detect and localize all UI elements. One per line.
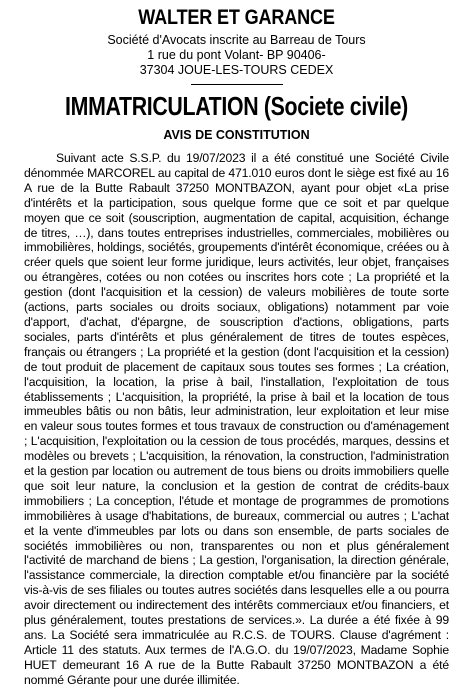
divider <box>191 84 283 85</box>
firm-address-block <box>24 33 449 78</box>
notice-body-text: Suivant acte S.S.P. du 19/07/2023 il a été constitué une Société Civile dénommée MARCOREL au capital de 471.010 euros dont le siège est fixé au 16 A rue de la Butte Rabault 37250 MONTBAZON, ayant pour objet «La prise d'intérêts et la participation, sous quelque forme que ce soit et par quelque moyen que ce soit (souscription, augmentation de capital, acquisition, échange de titres, …), dans toutes entreprises industrielles, commerciales, mobilières ou immobilières, holdings, sociétés, groupements d'intérêt économique, créées ou à créer quels que soient leur forme juridique, leurs activités, leur objet, françaises ou étrangères, cotées ou non cotées ou inscrites hors cote ; La propriété et la gestion (dont l'acquisition et la cession) de valeurs mobilières de toute sorte (actions, parts sociales ou droits sociaux, obligations) notamment par voie d'apport, d'achat, d'épargne, de souscription d'actions, obligations, parts sociales, parts d'intérêts et plus généralement de titres de toutes espèces, français ou étrangers ; La propriété et la gestion (dont l'acquisition et la cession) de tout produit de placement de capitaux sous toutes ses formes ; La création, l'acquisition, la location, la prise à bail, l'installation, l'exploitation de tous établissements ; L'acquisition, la propriété, la prise à bail et la location de tous immeubles bâtis ou non bâtis, leur administration, leur exploitation et leur mise en valeur sous toutes formes et tous travaux de construction ou d'aménagement ; L'acquisition, l'exploitation ou la cession de tous procédés, marques, dessins et modèles ou brevets ; L'acquisition, la rénovation, la construction, l'administration et la gestion par location ou autrement de tous biens ou droits immobiliers quelle que soit leur nature, la conclusion et la gestion de contrat de crédits-baux immobiliers ; La conception, l'étude et montage de programmes de promotions immobilières à usage d'habitations, de bureaux, commercial ou autres ; L'achat et la vente d'immeubles par lots ou dans son ensemble, de parts sociales de sociétés immobilières ou non, transparentes ou non et plus généralement l'activité de marchand de biens ; La gestion, l'organisation, la direction générale, l'assistance commerciale, la direction comptable et/ou financière par la société vis-à-vis de ses filiales ou toutes autres sociétés dans lesquelles elle a ou pourra avoir directement ou indirectement des intérêts commerciaux et/ou financiers, et plus généralement, toutes prestations de services.». La durée a été fixée à 99 ans. La Société sera immatriculée au R.C.S. de TOURS. Clause d'agrément : Article 11 des statuts. Aux termes de l'A.G.O. du 19/07/2023, Madame Sophie HUET demeurant 16 A rue de la Butte Rabault 37250 MONTBAZON a été nommé Gérante pour une durée illimitée. <box>24 151 449 687</box>
notice-subtitle: AVIS DE CONSTITUTION <box>163 128 310 142</box>
firm-description: Société d'Avocats inscrite au Barreau de Tours <box>107 33 366 47</box>
firm-street: 1 rue du pont Volant- BP 90406- <box>147 48 326 62</box>
notice-body <box>24 151 449 688</box>
notice-title: IMMATRICULATION (Societe civile) <box>65 91 408 121</box>
firm-name: WALTER ET GARANCE <box>138 6 335 29</box>
firm-city: 37304 JOUE-LES-TOURS CEDEX <box>139 63 334 77</box>
